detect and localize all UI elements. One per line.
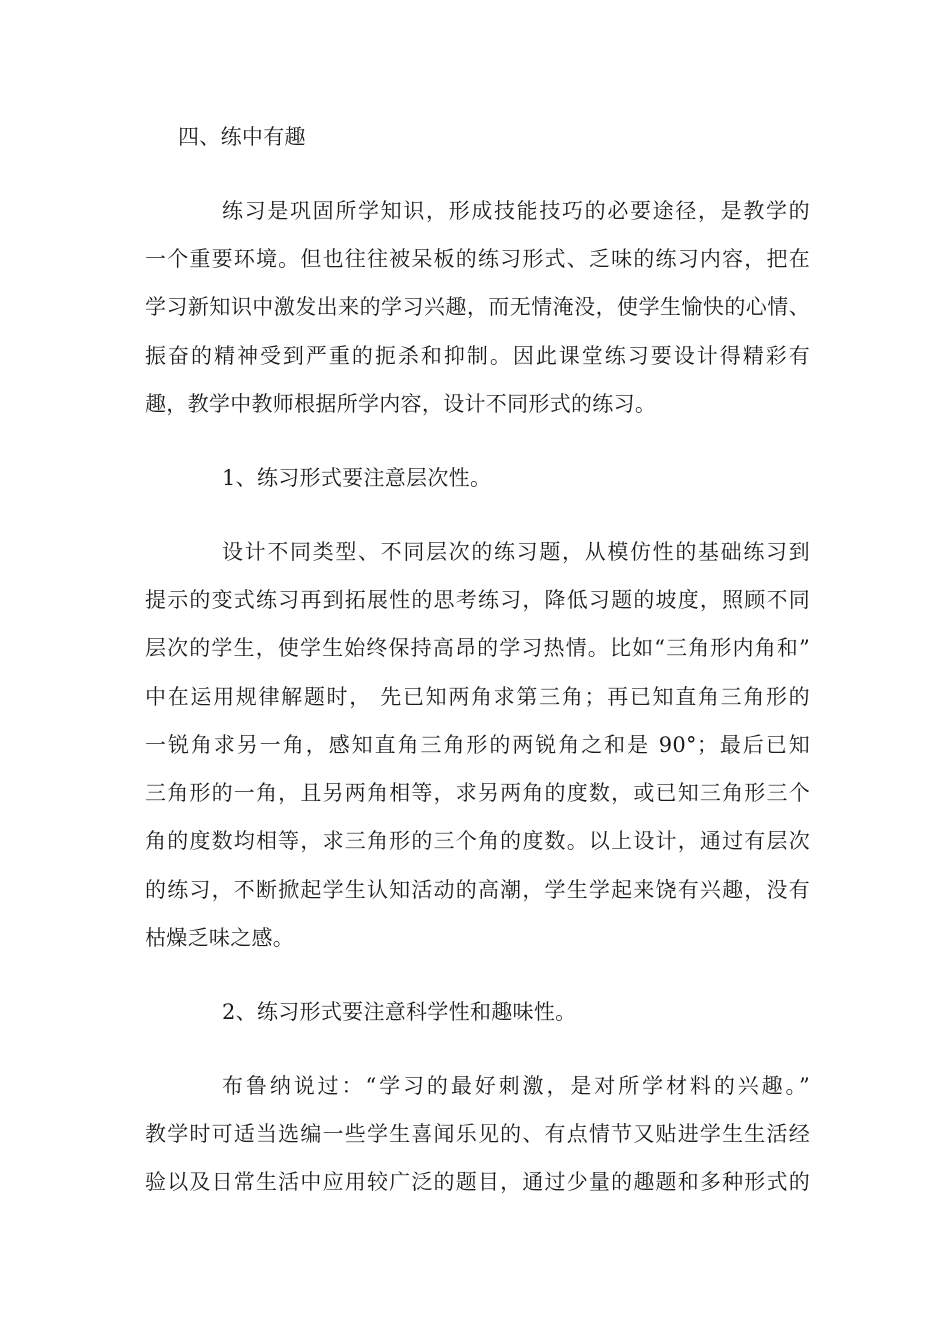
paragraph-line: 设计不同类型、不同层次的练习题，从模仿性的基础练习到 — [222, 540, 810, 564]
paragraph-line: 一锐角求另一角，感知直角三角形的两锐角之和是 90°；最后已知 — [145, 733, 810, 757]
paragraph-line: 趣，教学中教师根据所学内容，设计不同形式的练习。 — [145, 392, 657, 416]
paragraph-line: 布鲁纳说过：“学习的最好刺激，是对所学材料的兴趣。” — [222, 1074, 810, 1098]
section-heading: 四、练中有趣 — [178, 125, 306, 149]
sub-heading-2: 2、练习形式要注意科学性和趣味性。 — [222, 1000, 577, 1024]
paragraph-line: 验以及日常生活中应用较广泛的题目，通过少量的趣题和多种形式的 — [145, 1170, 810, 1194]
paragraph-line: 振奋的精神受到严重的扼杀和抑制。因此课堂练习要设计得精彩有 — [145, 344, 810, 368]
paragraph-line: 提示的变式练习再到拓展性的思考练习，降低习题的坡度，照顾不同 — [145, 588, 810, 612]
paragraph-line: 一个重要环境。但也往往被呆板的练习形式、乏味的练习内容，把在 — [145, 247, 810, 271]
paragraph-line: 三角形的一角，且另两角相等，求另两角的度数，或已知三角形三个 — [145, 781, 810, 805]
paragraph-line: 层次的学生，使学生始终保持高昂的学习热情。比如“三角形内角和” — [145, 636, 810, 660]
paragraph-line: 中在运用规律解题时， 先已知两角求第三角；再已知直角三角形的 — [145, 685, 810, 709]
paragraph-line: 练习是巩固所学知识，形成技能技巧的必要途径，是教学的 — [222, 199, 810, 223]
paragraph-line: 角的度数均相等，求三角形的三个角的度数。以上设计，通过有层次 — [145, 829, 810, 853]
paragraph-line: 学习新知识中激发出来的学习兴趣，而无情淹没，使学生愉快的心情、 — [145, 295, 810, 319]
paragraph-line: 教学时可适当选编一些学生喜闻乐见的、有点情节又贴进学生生活经 — [145, 1122, 810, 1146]
paragraph-line: 枯燥乏味之感。 — [145, 926, 295, 950]
paragraph-line: 的练习，不断掀起学生认知活动的高潮，学生学起来饶有兴趣，没有 — [145, 878, 810, 902]
sub-heading-1: 1、练习形式要注意层次性。 — [222, 466, 492, 490]
